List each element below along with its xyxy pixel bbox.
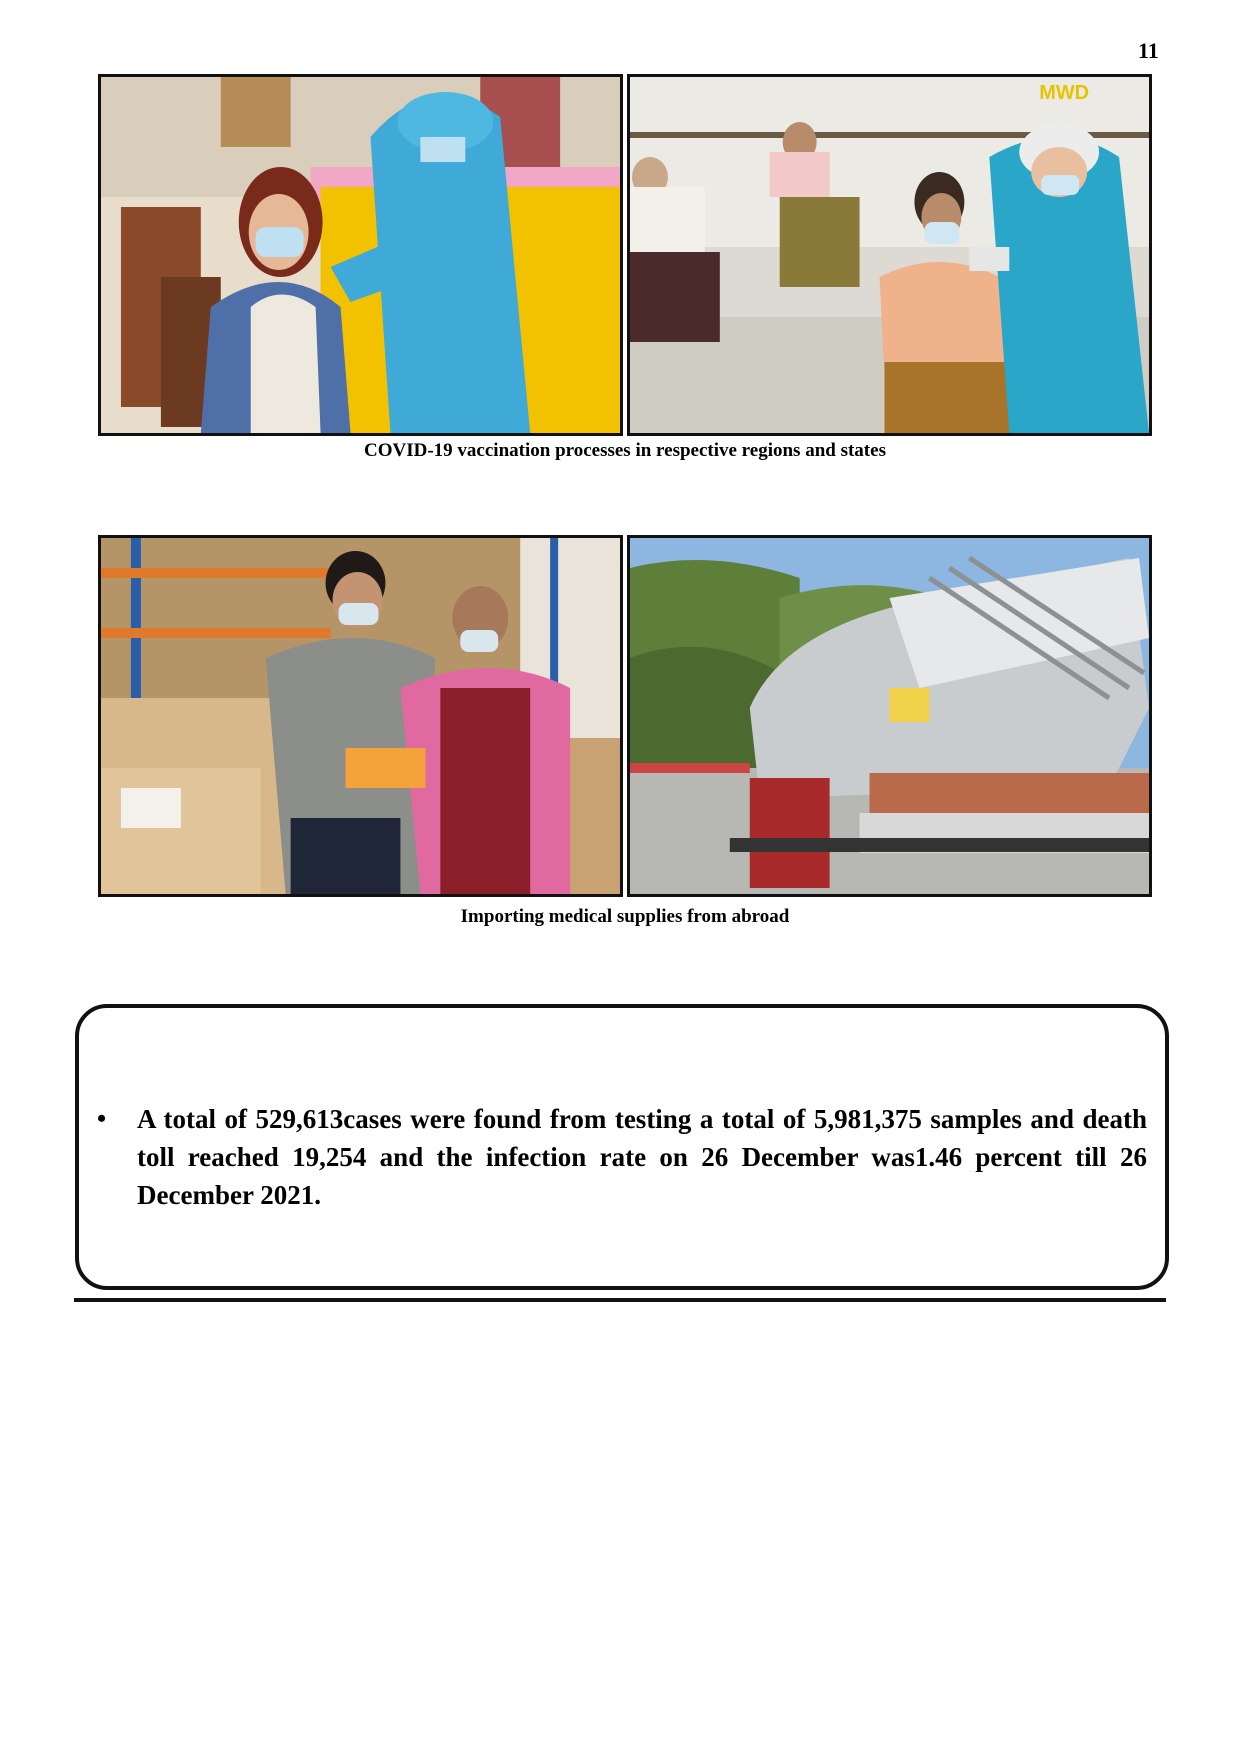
vaccination-photo-row xyxy=(98,74,1152,436)
caption-import: Importing medical supplies from abroad xyxy=(460,906,790,927)
import-photo-right xyxy=(627,535,1152,897)
page-number: 11 xyxy=(1138,38,1159,63)
bullet-icon: • xyxy=(97,1104,107,1133)
vaccination-photo-left xyxy=(98,74,623,436)
watermark-logo: MWD xyxy=(1039,81,1090,105)
vaccination-photo-right xyxy=(627,74,1152,436)
import-photo-row xyxy=(98,535,1152,897)
summary-bullet-item xyxy=(97,1100,1147,1214)
import-photo-left xyxy=(98,535,623,897)
summary-bullet-text: A total of 529,613cases were found from testing a total of 5,981,375 samples and death toll reached 19,254 and the infection rate on 26 December was1.46 percent till 26 December 2021. xyxy=(137,1104,1147,1210)
caption-vaccination: COVID-19 vaccination processes in respective regions and states xyxy=(364,440,886,461)
bottom-rule xyxy=(74,1298,1166,1302)
summary-box xyxy=(75,1004,1169,1290)
